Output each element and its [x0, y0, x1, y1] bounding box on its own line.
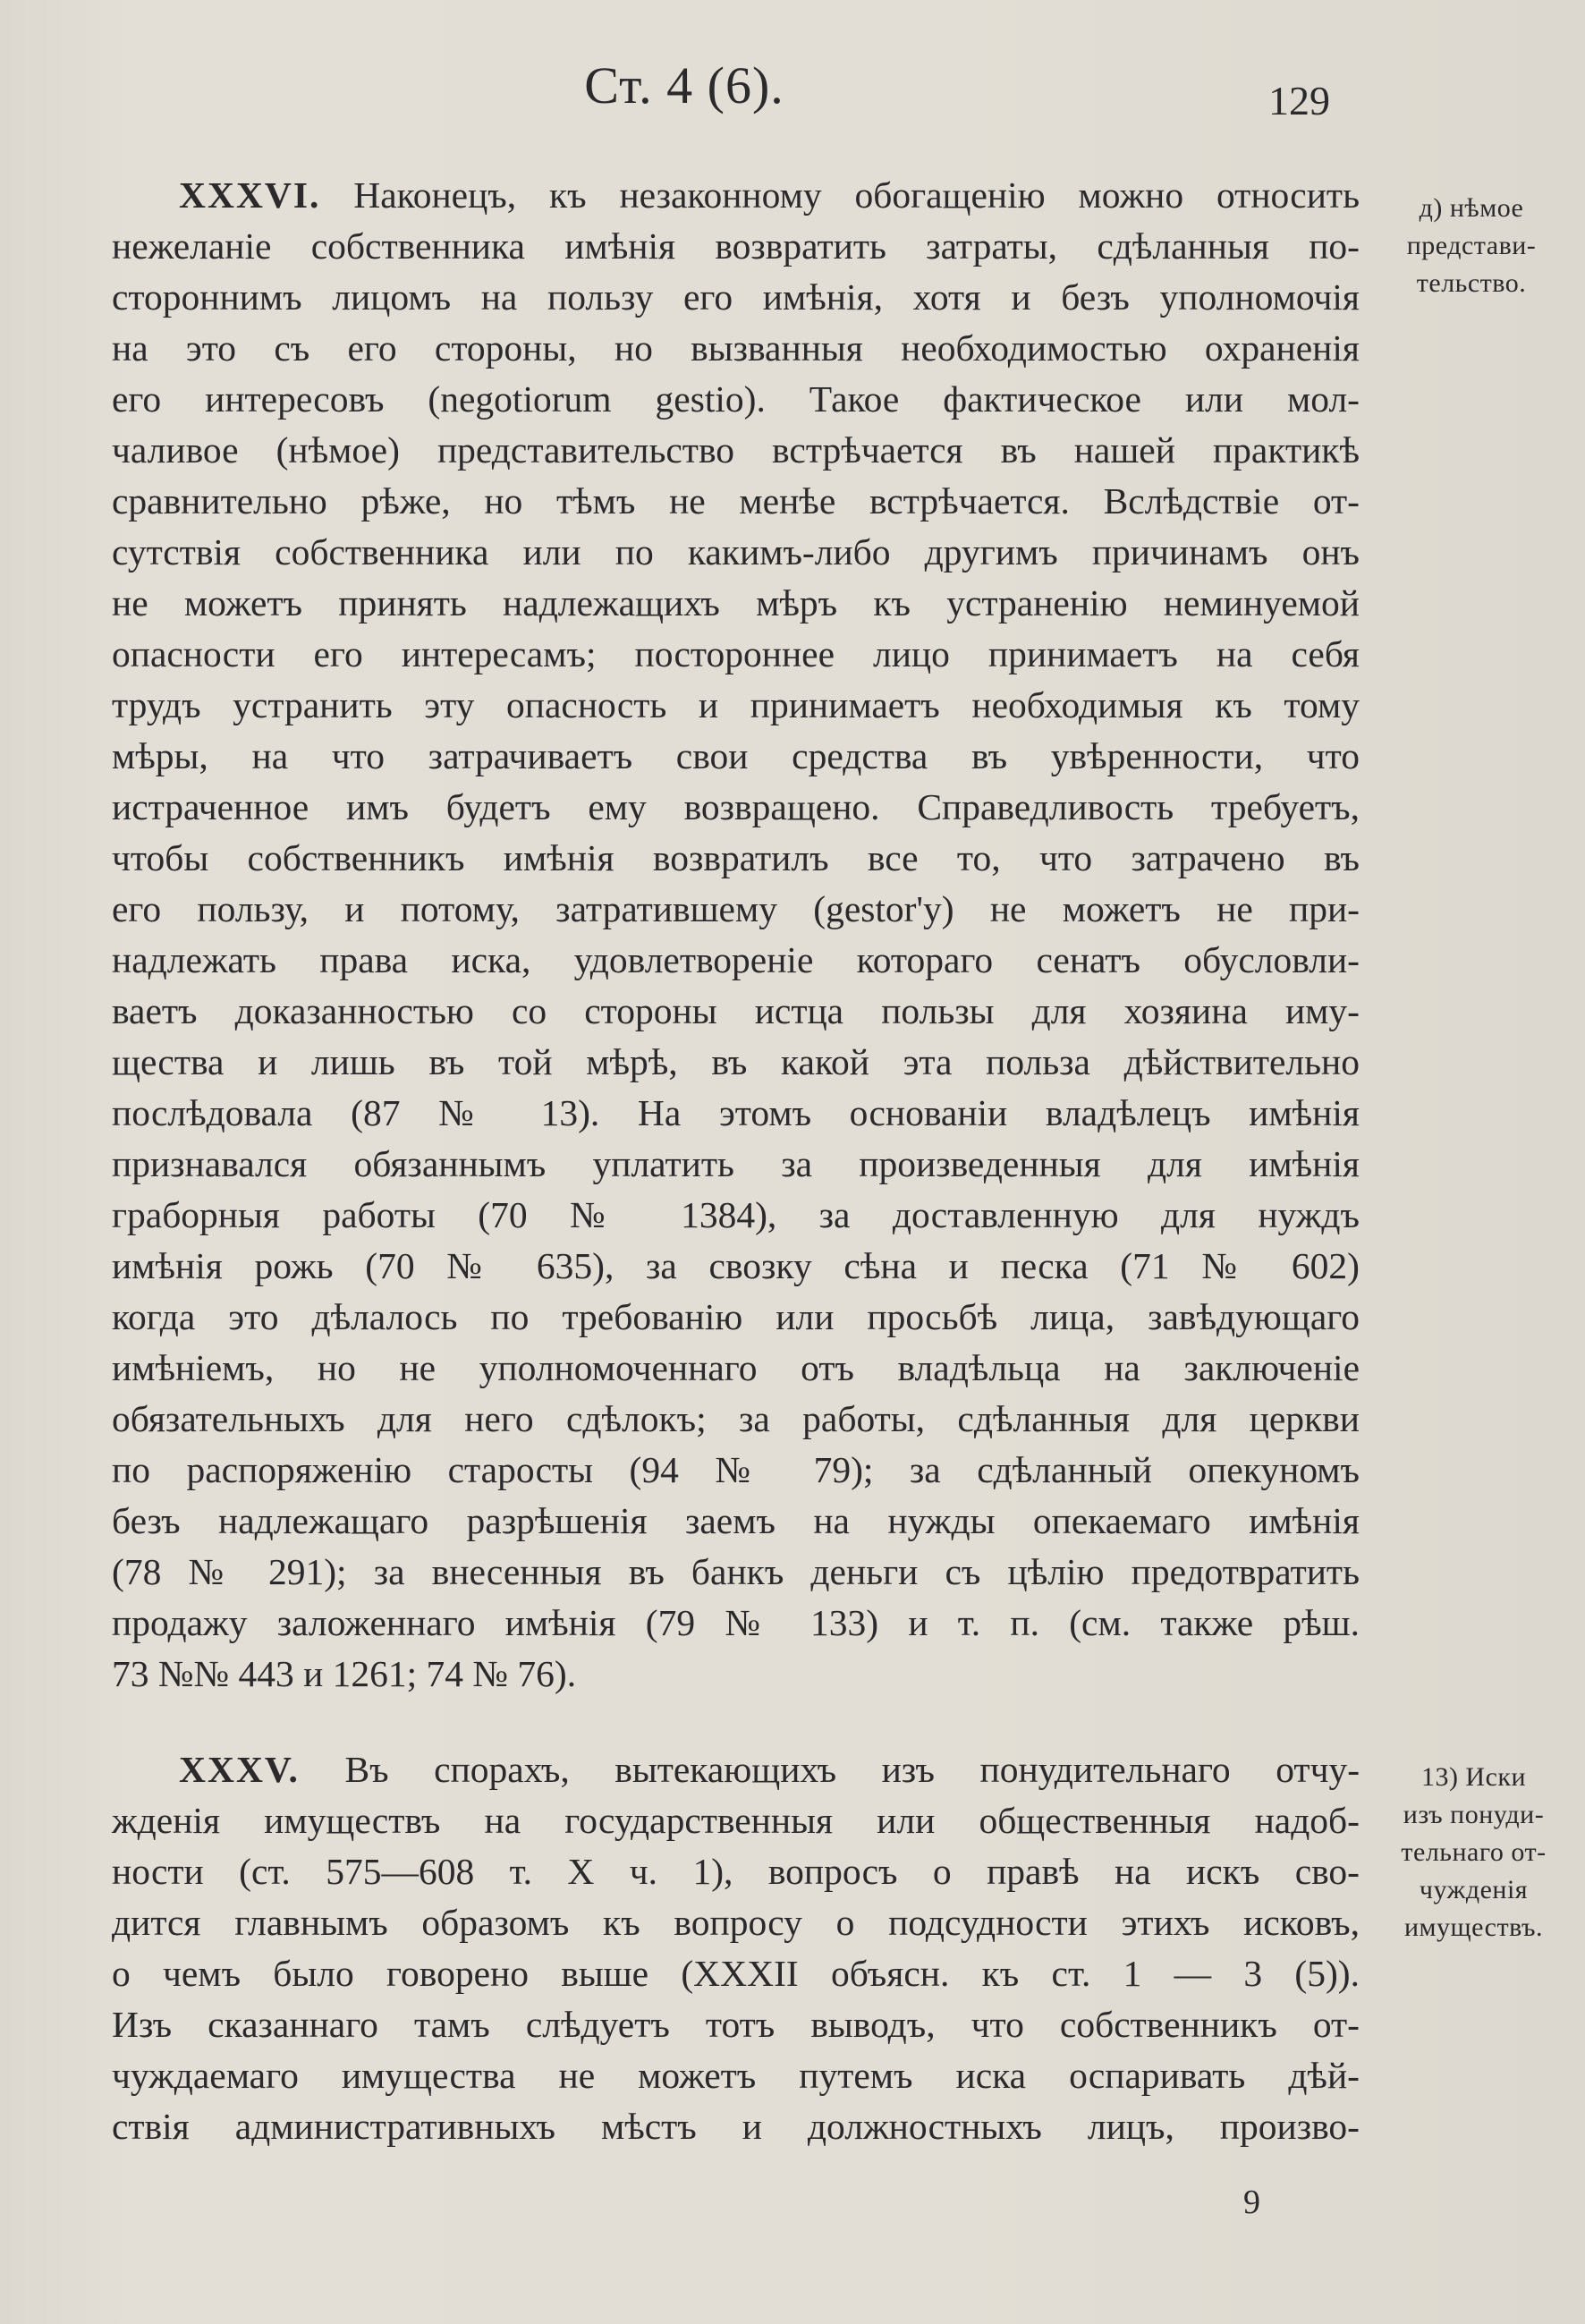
text-line	[112, 1744, 1360, 1795]
text-line: обязательныхъ для него сдѣлокъ; за работы, сдѣланныя для церкви	[112, 1398, 1360, 1439]
margin-note-line: чужденія	[1419, 1875, 1529, 1904]
text-line-last: 73 №№ 443 и 1261; 74 № 76).	[112, 1653, 577, 1694]
text-line: надлежать права иска, удовлетвореніе котораго сенатъ обусловли-	[112, 939, 1360, 980]
text-line: ствія административныхъ мѣстъ и должностныхъ лицъ, произво-	[112, 2106, 1360, 2147]
text-line: Изъ сказаннаго тамъ слѣдуетъ тотъ выводъ, что собственникъ от-	[112, 2004, 1360, 2045]
page-header-title: Ст. 4 (6).	[584, 56, 784, 115]
text-line: не можетъ принять надлежащихъ мѣръ къ устраненію неминуемой	[112, 582, 1360, 623]
text-line: его пользу, и потому, затратившему (gestor'у) не можетъ не при-	[112, 888, 1360, 929]
margin-note-line: д) нѣмое	[1419, 193, 1524, 223]
text-line: трудъ устранить эту опасность и принимаетъ необходимыя къ тому	[112, 684, 1360, 725]
text-line: щества и лишь въ той мѣрѣ, въ какой эта польза дѣйствительно	[112, 1041, 1360, 1082]
text-line: сутствія собственника или по какимъ-либо другимъ причинамъ онъ	[112, 531, 1360, 573]
text-line	[112, 170, 1360, 221]
text-line: на это съ его стороны, но вызванныя необходимостью охраненія	[112, 327, 1360, 369]
printer-signature-mark: 9	[1243, 2184, 1260, 2221]
section-xxxv-paragraph	[112, 1744, 1360, 2152]
text-line: опасности его интересамъ; постороннее лицо принимаетъ на себя	[112, 633, 1360, 674]
text-line: ности (ст. 575—608 т. X ч. 1), вопросъ о правѣ на искъ сво-	[112, 1851, 1360, 1892]
margin-note-line: изъ понуди-	[1403, 1800, 1545, 1829]
section-number: XXXV.	[179, 1749, 300, 1790]
text-line: чуждаемаго имущества не можетъ путемъ иска оспаривать дѣй-	[112, 2055, 1360, 2096]
text-line: истраченное имъ будетъ ему возвращено. Справедливость требуетъ,	[112, 786, 1360, 827]
text-line: продажу заложеннаго имѣнія (79 № 133) и т. п. (см. также рѣш.	[112, 1602, 1360, 1643]
text-line: дится главнымъ образомъ къ вопросу о подсудности этихъ исковъ,	[112, 1902, 1360, 1943]
margin-note-expropriation-suits	[1369, 1759, 1579, 1947]
text-line: мѣры, на что затрачиваетъ свои средства въ увѣренности, что	[112, 735, 1360, 776]
margin-note-silent-representation	[1369, 190, 1574, 302]
text-line: имѣнія рожь (70 № 635), за свозку сѣна и песка (71 № 602)	[112, 1245, 1360, 1286]
text-line: его интересовъ (negotiorum gestio). Такое фактическое или мол-	[112, 378, 1360, 420]
section-xxxvi-paragraph	[112, 170, 1360, 1700]
text-line: ваетъ доказанностью со стороны истца пользы для хозяина иму-	[112, 990, 1360, 1031]
margin-note-line: имуществъ.	[1403, 1913, 1544, 1942]
text-line: сравнительно рѣже, но тѣмъ не менѣе встрѣчается. Вслѣдствіе от-	[112, 480, 1360, 522]
section-xxxv	[112, 1744, 1360, 2152]
text-line-content: Въ спорахъ, вытекающихъ изъ понудительнаго отчу-	[344, 1749, 1360, 1790]
margin-note-line: тельнаго от-	[1401, 1837, 1547, 1867]
section-xxxvi	[112, 170, 1360, 1700]
section-number: XXXVI.	[179, 174, 321, 216]
text-line: (78 № 291); за внесенныя въ банкъ деньги съ цѣлію предотвратить	[112, 1551, 1360, 1592]
text-line: чтобы собственникъ имѣнія возвратилъ все то, что затрачено въ	[112, 837, 1360, 878]
text-line: безъ надлежащаго разрѣшенія заемъ на нужды опекаемаго имѣнія	[112, 1500, 1360, 1541]
text-line: стороннимъ лицомъ на пользу его имѣнія, хотя и безъ уполномочія	[112, 276, 1360, 318]
text-line: по распоряженію старосты (94 № 79); за сдѣланный опекуномъ	[112, 1449, 1360, 1490]
text-line: когда это дѣлалось по требованію или просьбѣ лица, завѣдующаго	[112, 1296, 1360, 1337]
text-line: о чемъ было говорено выше (XXXII объясн. къ ст. 1 — 3 (5)).	[112, 1953, 1360, 1994]
text-line: признавался обязаннымъ уплатить за произведенныя для имѣнія	[112, 1143, 1360, 1184]
text-line: послѣдовала (87 № 13). На этомъ основаніи владѣлецъ имѣнія	[112, 1092, 1360, 1133]
text-line: чаливое (нѣмое) представительство встрѣчается въ нашей практикѣ	[112, 429, 1360, 471]
page-number: 129	[1268, 78, 1330, 123]
text-line: имѣніемъ, но не уполномоченнаго отъ владѣльца на заключеніе	[112, 1347, 1360, 1388]
margin-note-line: 13) Иски	[1420, 1762, 1527, 1792]
margin-note-line: тельство.	[1416, 268, 1527, 298]
margin-note-line: представи-	[1406, 231, 1537, 260]
text-line: нежеланіе собственника имѣнія возвратить затраты, сдѣланныя по-	[112, 225, 1360, 267]
text-line: жденія имуществъ на государственныя или общественныя надоб-	[112, 1800, 1360, 1841]
text-line-content: Наконецъ, къ незаконному обогащенію можно относить	[353, 174, 1360, 216]
text-line: граборныя работы (70 № 1384), за доставленную для нуждъ	[112, 1194, 1360, 1235]
